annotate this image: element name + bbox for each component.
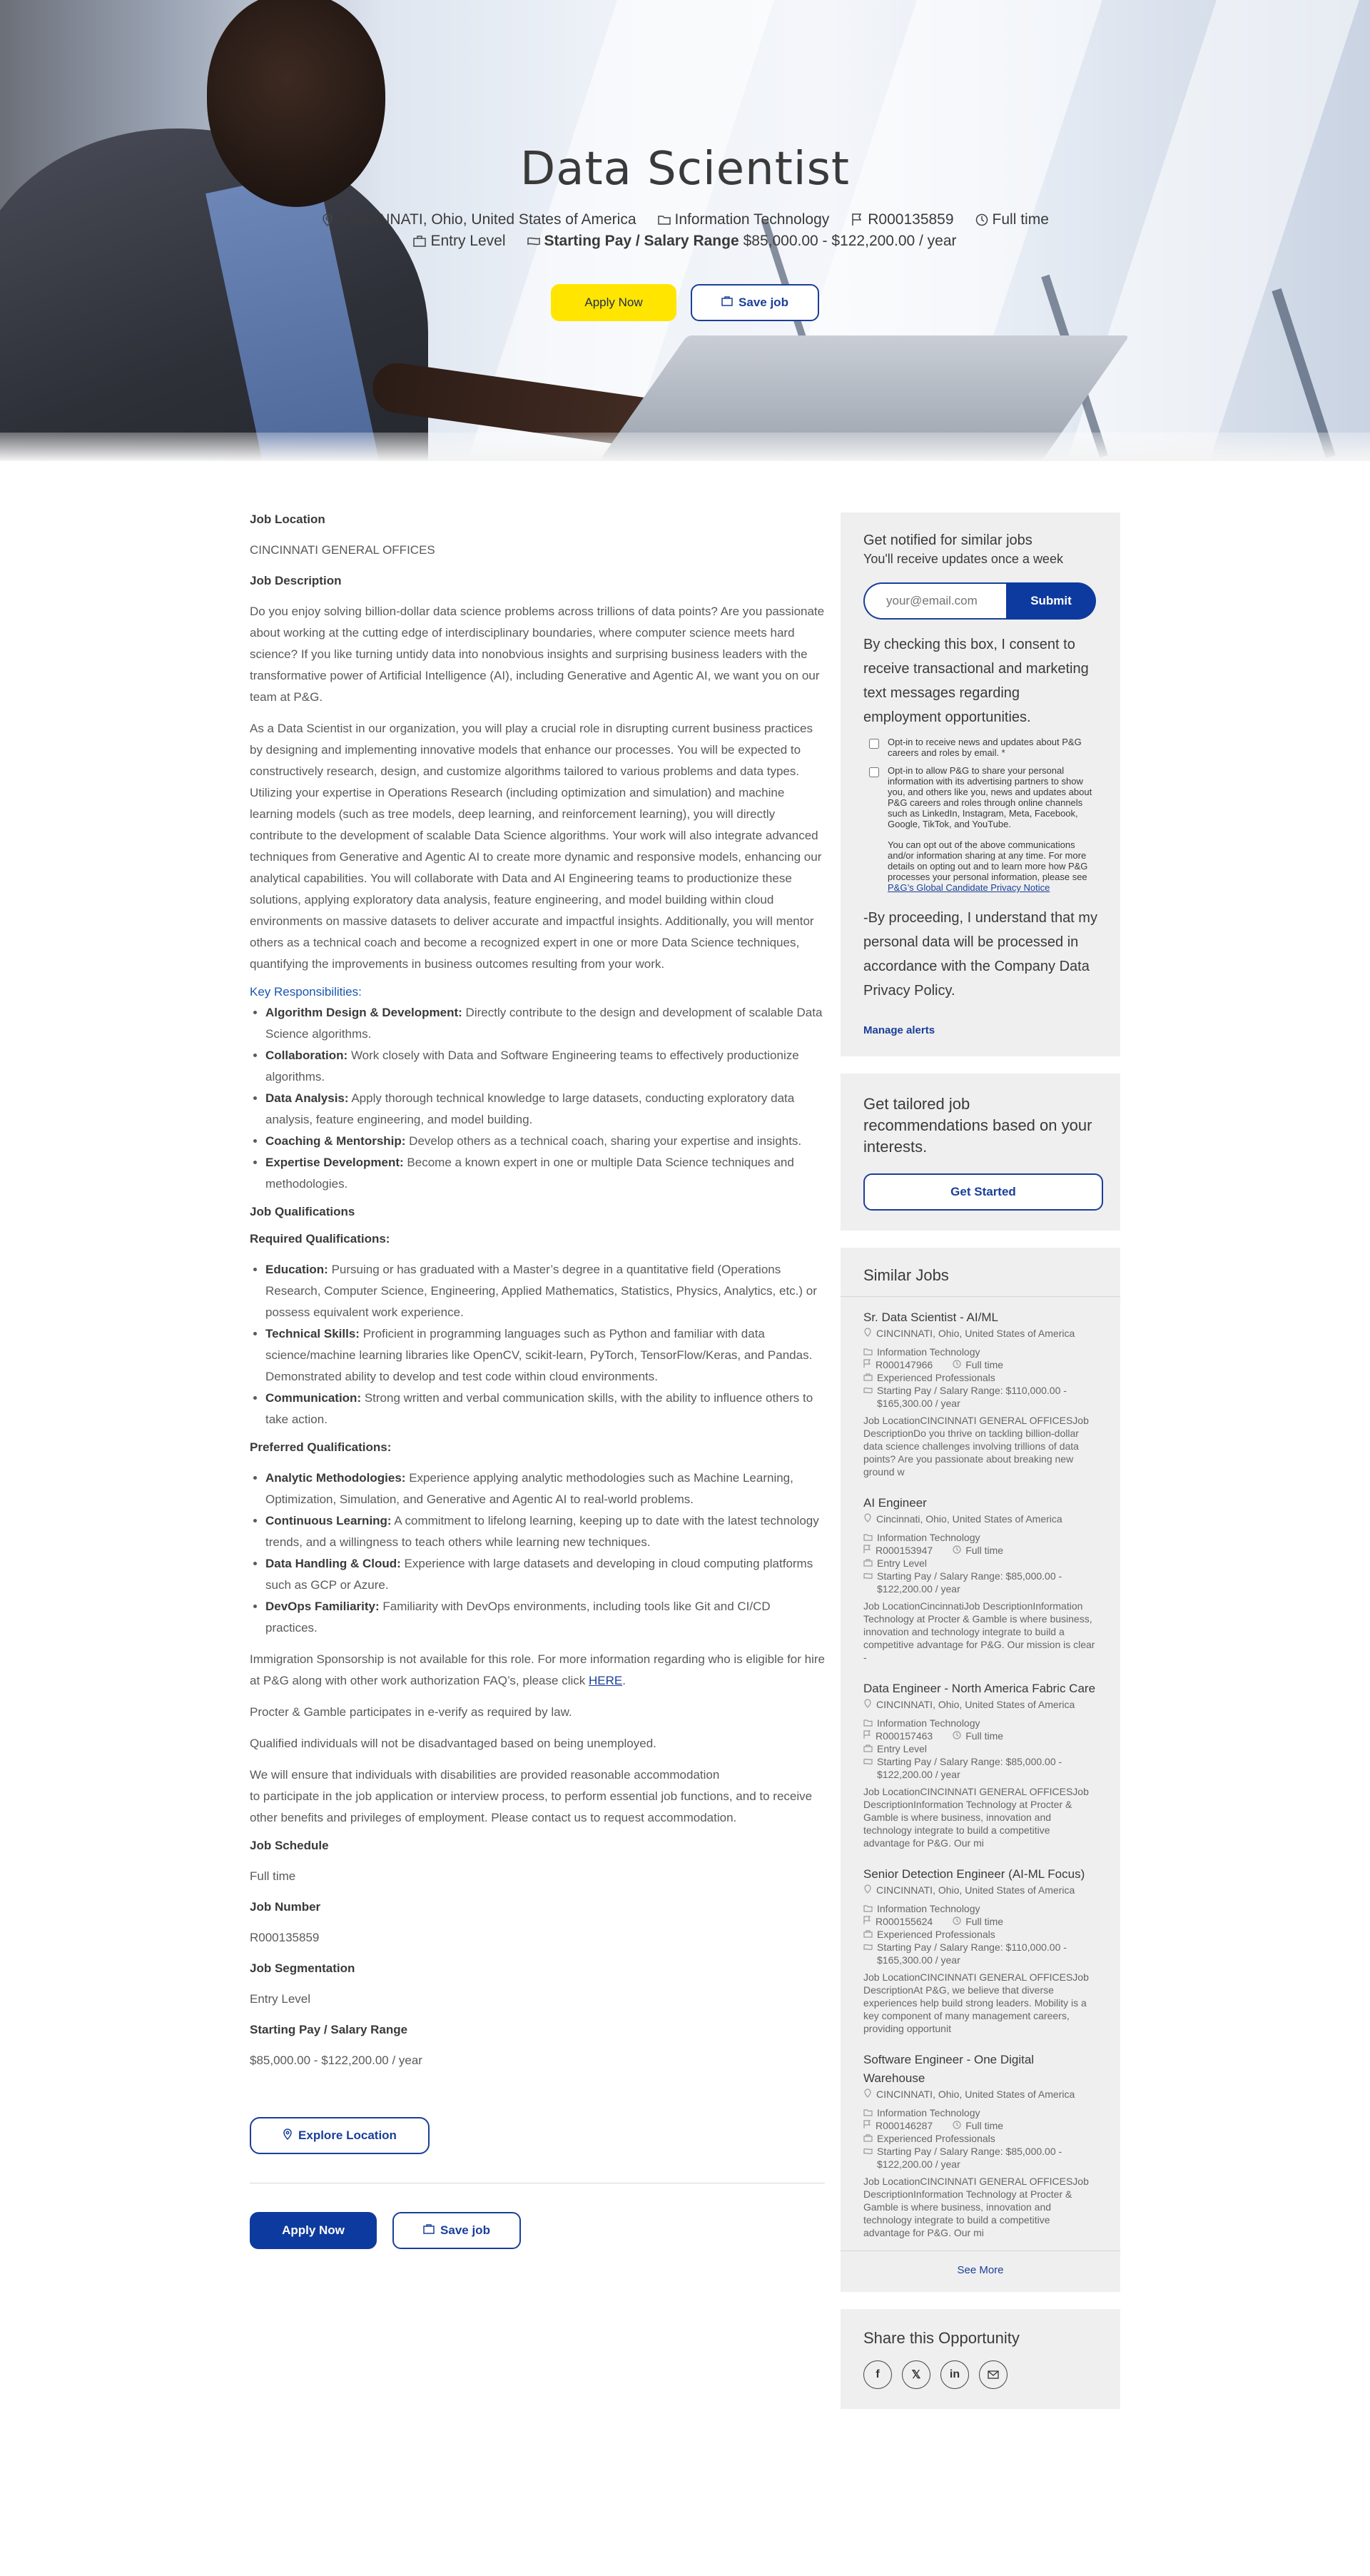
job-alert-panel	[841, 512, 1120, 1056]
email-optin-checkbox[interactable]	[869, 739, 879, 749]
similar-job-location: Cincinnati, Ohio, United States of America	[876, 1513, 1062, 1525]
list-item-text: Develop others as a technical coach, sharing your expertise and insights.	[405, 1134, 802, 1148]
similar-job-schedule: Full time	[965, 2120, 1004, 2131]
similar-job-req: R000146287	[876, 2120, 933, 2131]
pay-value: $85,000.00 - $122,200.00 / year	[743, 233, 957, 249]
briefcase-icon	[863, 1371, 873, 1384]
location-pin-icon	[863, 1698, 872, 1711]
share-title: Share this Opportunity	[863, 2329, 1020, 2347]
list-item-title: Education:	[265, 1263, 328, 1276]
job-location	[321, 211, 636, 228]
sidebar	[841, 512, 1120, 2426]
list-item-title: Data Analysis:	[265, 1091, 349, 1105]
clock-icon	[953, 1729, 961, 1742]
everify-notice: Procter & Gamble participates in e-verify as required by law.	[250, 1705, 572, 1719]
similar-job-req: R000147966	[876, 1359, 933, 1370]
job-category	[658, 211, 830, 228]
proceed-text: -By proceeding, I understand that my personal data will be processed in accordance with the Company Data Privacy Policy.	[863, 910, 1097, 999]
money-icon	[863, 1384, 873, 1410]
similar-jobs-panel	[841, 1248, 1120, 2292]
schedule-value: Full time	[250, 1869, 296, 1883]
similar-job-category: Information Technology	[877, 2107, 980, 2118]
apply-now-button[interactable]: Apply Now	[551, 284, 676, 321]
responsibilities-list	[265, 1002, 825, 1195]
similar-job-pay: Starting Pay / Salary Range: $110,000.00 - $165,300.00 / year	[877, 1941, 1067, 1966]
similar-job-location: CINCINNATI, Ohio, United States of America	[876, 2088, 1075, 2100]
similar-job-card[interactable]	[841, 1668, 1120, 1854]
flag-icon	[863, 1915, 871, 1928]
similar-job-card[interactable]	[841, 1483, 1120, 1668]
unemployed-notice: Qualified individuals will not be disadvantaged based on being unemployed.	[250, 1737, 656, 1750]
list-item-title: Expertise Development:	[265, 1156, 404, 1169]
email-optin[interactable]	[869, 737, 1097, 758]
immigration-notice: Immigration Sponsorship is not available for this role. For more information regarding who is eligible for hire at P&G along with other work authorization FAQ’s, please click HERE.	[250, 1652, 825, 1687]
briefcase-icon	[863, 1557, 873, 1570]
similar-job-level: Experienced Professionals	[877, 2133, 995, 2144]
list-item-title: Algorithm Design & Development:	[265, 1006, 462, 1019]
optout-text	[888, 839, 1097, 893]
location-pin-icon	[863, 1327, 872, 1340]
segmentation-value: Entry Level	[250, 1992, 311, 2006]
folder-icon	[658, 213, 671, 226]
list-item	[265, 1088, 825, 1131]
pay-label: Starting Pay / Salary Range	[544, 233, 739, 249]
tailored-panel	[841, 1074, 1120, 1231]
job-description-heading: Job Description	[250, 574, 342, 587]
flag-icon	[863, 1358, 871, 1371]
notify-title: Get notified for similar jobs	[863, 532, 1032, 548]
job-schedule	[975, 211, 1049, 228]
list-item-text: Become a known expert in one or multiple Data Science techniques and methodologies.	[265, 1156, 794, 1191]
list-item-title: Coaching & Mentorship:	[265, 1134, 406, 1148]
similar-jobs-list	[841, 1297, 1120, 2243]
immigration-link[interactable]: HERE	[588, 1674, 623, 1687]
job-level	[413, 233, 505, 250]
location-text: CINCINNATI, Ohio, United States of America	[338, 211, 636, 228]
list-item-title: Continuous Learning:	[265, 1514, 392, 1527]
list-item	[265, 1131, 825, 1152]
req-id-text: R000135859	[868, 211, 954, 228]
money-icon	[863, 1755, 873, 1781]
x-icon[interactable]: 𝕏	[902, 2360, 930, 2389]
pay-value: $85,000.00 - $122,200.00 / year	[250, 2054, 422, 2067]
list-item-text: Experience applying analytic methodologies such as Machine Learning, Optimization, Simulation, and Generative and Agentic AI to real-world problems.	[265, 1471, 793, 1506]
similar-job-card[interactable]	[841, 1297, 1120, 1483]
location-pin-icon	[863, 2088, 872, 2101]
briefcase-icon	[721, 296, 733, 310]
list-item	[265, 1045, 825, 1088]
similar-job-description: Job LocationCINCINNATI GENERAL OFFICESJob DescriptionInformation Technology at Procter & Gamble is where business, innovation and technology integrate to build a competitive advantage for P&G. Our mi	[863, 1786, 1089, 1849]
list-item-text: Work closely with Data and Software Engineering teams to effectively productionize algorithms.	[265, 1049, 799, 1084]
save-job-label: Save job	[739, 296, 788, 309]
money-icon	[863, 1570, 873, 1595]
similar-jobs-title: Similar Jobs	[841, 1248, 1120, 1297]
similar-job-level: Entry Level	[877, 1557, 928, 1569]
job-location-heading: Job Location	[250, 512, 325, 526]
list-item-title: Data Handling & Cloud:	[265, 1557, 401, 1570]
required-qualifications-list	[265, 1259, 825, 1430]
list-item	[265, 1388, 825, 1430]
list-item-text: Apply thorough technical knowledge to large datasets, conducting exploratory data analysis, feature engineering, and model building.	[265, 1091, 795, 1126]
briefcase-icon	[863, 1742, 873, 1755]
accommodation-line-2: to participate in the job application or interview process, to perform essential job functions, and to receive other benefits and privileges of employment. Please contact us to request accommodation.	[250, 1789, 813, 1824]
list-item	[265, 1596, 825, 1639]
qualifications-heading: Job Qualifications	[250, 1205, 355, 1218]
similar-job-schedule: Full time	[965, 1545, 1004, 1556]
category-text: Information Technology	[674, 211, 830, 228]
facebook-icon[interactable]: f	[863, 2360, 892, 2389]
manage-alerts-link[interactable]: Manage alerts	[863, 1024, 935, 1036]
save-job-button[interactable]	[691, 284, 819, 321]
similar-job-pay: Starting Pay / Salary Range: $85,000.00 - $122,200.00 / year	[877, 1570, 1062, 1595]
similar-job-schedule: Full time	[965, 1730, 1004, 1742]
location-pin-icon	[863, 1884, 872, 1896]
briefcase-icon	[423, 2223, 435, 2238]
list-item-title: DevOps Familiarity:	[265, 1600, 380, 1613]
briefcase-icon	[413, 235, 426, 248]
ad-partner-optin-checkbox[interactable]	[869, 767, 879, 777]
job-number-heading: Job Number	[250, 1900, 321, 1914]
ad-partner-optin[interactable]	[869, 765, 1097, 829]
list-item-text: Pursuing or has graduated with a Master’s degree in a quantitative field (Operations Research, Computer Science, Engineering, Applied Mathematics, Statistics, Physics, Analytics, etc.) or possess equivalent work experience.	[265, 1263, 817, 1319]
flag-icon	[851, 213, 863, 226]
similar-job-category: Information Technology	[877, 1532, 980, 1543]
folder-icon	[863, 2106, 873, 2119]
schedule-heading: Job Schedule	[250, 1839, 329, 1852]
clock-icon	[953, 1358, 961, 1371]
see-more-link[interactable]: See More	[841, 2251, 1120, 2292]
money-icon	[527, 235, 540, 248]
similar-job-pay: Starting Pay / Salary Range: $85,000.00 - $122,200.00 / year	[877, 1756, 1062, 1780]
list-item	[265, 1152, 825, 1195]
clock-icon	[953, 1915, 961, 1928]
similar-job-card[interactable]	[841, 2039, 1120, 2243]
clock-icon	[953, 2119, 961, 2132]
similar-job-level: Experienced Professionals	[877, 1929, 995, 1940]
required-qualifications-heading: Required Qualifications:	[250, 1232, 390, 1246]
responsibilities-heading: Key Responsibilities:	[250, 985, 362, 999]
similar-job-category: Information Technology	[877, 1903, 980, 1914]
location-pin-icon	[321, 213, 334, 226]
optout-body: You can opt out of the above communications and/or information sharing at any time. For more details on opting out and to learn more how P&G processes your personal information, please see	[888, 839, 1088, 882]
get-started-button[interactable]: Get Started	[863, 1173, 1103, 1211]
similar-job-description: Job LocationCINCINNATI GENERAL OFFICESJob DescriptionAt P&G, we believe that diverse experiences help build strong leaders. Mobility is a key component of many management careers, providing opportunit	[863, 1971, 1089, 2034]
job-intro-paragraph: Do you enjoy solving billion-dollar data science problems across trillions of data points? Are you passionate about working at the cutting edge of interdisciplinary boundaries, where computer science meets hard science? If you like turning untidy data into nonobvious insights and surprising business leaders with the transformative power of Artificial Intelligence (AI), including Generative and Agentic AI, we want you on our team at P&G.	[250, 605, 825, 704]
similar-job-schedule: Full time	[965, 1916, 1004, 1927]
similar-job-pay: Starting Pay / Salary Range: $85,000.00 - $122,200.00 / year	[877, 2146, 1062, 2170]
similar-job-level: Experienced Professionals	[877, 1372, 995, 1383]
similar-job-description: Job LocationCincinnatiJob DescriptionInformation Technology at Procter & Gamble is where business, innovation and technology integrate to build a competitive advantage for P&G. Our mission is clear -	[863, 1600, 1095, 1663]
segmentation-heading: Job Segmentation	[250, 1961, 355, 1975]
similar-job-title[interactable]: Senior Detection Engineer (AI-ML Focus)	[863, 1867, 1085, 1881]
similar-job-location: CINCINNATI, Ohio, United States of America	[876, 1884, 1075, 1896]
list-item	[265, 1468, 825, 1510]
similar-job-title[interactable]: Software Engineer - One Digital Warehouse	[863, 2053, 1035, 2085]
list-item-title: Collaboration:	[265, 1049, 348, 1062]
similar-job-title[interactable]: Data Engineer - North America Fabric Care	[863, 1682, 1096, 1695]
job-title: Data Scientist	[520, 143, 850, 196]
briefcase-icon	[863, 2132, 873, 2145]
list-item	[265, 1323, 825, 1388]
money-icon	[863, 2145, 873, 2171]
similar-job-level: Entry Level	[877, 1743, 928, 1754]
folder-icon	[863, 1531, 873, 1544]
list-item-text: Directly contribute to the design and development of scalable Data Science algorithms.	[265, 1006, 823, 1041]
accommodation-line-1: We will ensure that individuals with disabilities are provided reasonable accommodation	[250, 1768, 720, 1782]
flag-icon	[863, 1544, 871, 1557]
email-field[interactable]	[863, 582, 1006, 620]
preferred-qualifications-list	[265, 1468, 825, 1639]
email-icon[interactable]	[979, 2360, 1008, 2389]
sms-consent-text: By checking this box, I consent to receive transactional and marketing text messages regarding employment opportunities.	[863, 637, 1089, 725]
list-item-title: Technical Skills:	[265, 1327, 360, 1340]
briefcase-icon	[863, 1928, 873, 1941]
similar-job-req: R000155624	[876, 1916, 933, 1927]
similar-job-req: R000153947	[876, 1545, 933, 1556]
folder-icon	[863, 1717, 873, 1729]
similar-job-description: Job LocationCINCINNATI GENERAL OFFICESJob DescriptionInformation Technology at Procter & Gamble is where business, innovation and technology integrate to build a competitive advantage for P&G. Our mi	[863, 2176, 1089, 2238]
job-role-paragraph: As a Data Scientist in our organization, you will play a crucial role in disrupting current business practices by designing and implementing innovative models that enhance our processes. You will be expected to constructively research, design, and customize algorithms tailored to various problems and data types. Utilizing your expertise in Operations Research (including optimization and simulation) and machine learning models (such as tree models, deep learning, and reinforcement learning), you will directly contribute to the development of scalable Data Science algorithms. Your work will also integrate advanced techniques from Generative and Agentic AI to create more dynamic and responsive models, enhancing our analytical capabilities. You will collaborate with Data and AI Engineering teams to productionize these solutions, applying exploratory data analysis, feature engineering, and model building within cloud environments on massive datasets to deliver accurate and impactful insights. Additionally, you will mentor others as a technical coach and become a recognized expert in one or more Data Science techniques, quantifying the improvements in business outcomes resulting from your work.	[250, 722, 822, 971]
location-pin-icon	[863, 1512, 872, 1525]
preferred-qualifications-heading: Preferred Qualifications:	[250, 1440, 392, 1454]
money-icon	[863, 1941, 873, 1966]
list-item-text: Proficient in programming languages such as Python and familiar with data science/machine learning libraries like OpenCV, scikit-learn, PyTorch, TensorFlow/Keras, and Pandas. Demonstrated ability to develop and test code within cloud environments.	[265, 1327, 813, 1383]
explore-location-label: Explore Location	[298, 2128, 397, 2142]
submit-button[interactable]: Submit	[1006, 582, 1096, 620]
save-job-label: Save job	[440, 2223, 490, 2237]
list-item-text: Experience with large datasets and developing in cloud computing platforms such as GCP or Azure.	[265, 1557, 813, 1592]
similar-job-pay: Starting Pay / Salary Range: $110,000.00 - $165,300.00 / year	[877, 1385, 1067, 1409]
location-pin-icon	[283, 2128, 293, 2143]
job-description-column	[250, 512, 825, 2249]
explore-location-button[interactable]	[250, 2117, 430, 2154]
accommodation-notice	[250, 1764, 825, 1829]
list-item	[265, 1259, 825, 1323]
job-location-value: CINCINNATI GENERAL OFFICES	[250, 543, 435, 557]
similar-job-schedule: Full time	[965, 1359, 1004, 1370]
list-item-text: Familiarity with DevOps environments, including tools like Git and CI/CD practices.	[265, 1600, 771, 1635]
list-item	[265, 1553, 825, 1596]
similar-job-title[interactable]: AI Engineer	[863, 1496, 927, 1510]
similar-job-title[interactable]: Sr. Data Scientist - AI/ML	[863, 1310, 998, 1324]
level-text: Entry Level	[430, 233, 506, 249]
list-item-text: Strong written and verbal communication skills, with the ability to influence others to take action.	[265, 1391, 813, 1426]
ad-partner-optin-label: Opt-in to allow P&G to share your personal information with its advertising partners to show you, and others like you, news and updates about P&G careers and roles through online channels such as LinkedIn, Instagram, Meta, Facebook, Google, TikTok, and YouTube.	[888, 765, 1092, 829]
save-job-bottom-button[interactable]	[392, 2212, 521, 2249]
job-number-value: R000135859	[250, 1931, 320, 1944]
similar-job-card[interactable]	[841, 1854, 1120, 2039]
notify-subtitle: You'll receive updates once a week	[863, 552, 1063, 566]
apply-now-bottom-button[interactable]: Apply Now	[250, 2212, 377, 2249]
flag-icon	[863, 2119, 871, 2132]
folder-icon	[863, 1902, 873, 1915]
schedule-text: Full time	[992, 211, 1049, 228]
tailored-title: Get tailored job recommendations based on your interests.	[863, 1095, 1092, 1156]
job-req-id	[851, 211, 953, 228]
linkedin-icon[interactable]: in	[940, 2360, 969, 2389]
immigration-text: Immigration Sponsorship is not available for this role. For more information regarding who is eligible for hire at P&G along with other work authorization FAQ’s, please click	[250, 1652, 825, 1687]
share-panel	[841, 2309, 1120, 2409]
list-item	[265, 1002, 825, 1045]
similar-job-location: CINCINNATI, Ohio, United States of America	[876, 1699, 1075, 1710]
similar-job-location: CINCINNATI, Ohio, United States of America	[876, 1328, 1075, 1339]
similar-job-category: Information Technology	[877, 1346, 980, 1358]
job-pay	[527, 233, 957, 250]
list-item-title: Analytic Methodologies:	[265, 1471, 406, 1485]
flag-icon	[863, 1729, 871, 1742]
list-item-title: Communication:	[265, 1391, 362, 1405]
email-optin-label: Opt-in to receive news and updates about P&G careers and roles by email. *	[888, 737, 1082, 758]
similar-job-category: Information Technology	[877, 1717, 980, 1729]
list-item	[265, 1510, 825, 1553]
hero-banner	[0, 0, 1370, 461]
privacy-notice-link[interactable]: P&G’s Global Candidate Privacy Notice	[888, 882, 1050, 893]
similar-job-req: R000157463	[876, 1730, 933, 1742]
pay-heading: Starting Pay / Salary Range	[250, 2023, 408, 2036]
folder-icon	[863, 1345, 873, 1358]
list-item-text: A commitment to lifelong learning, keeping up to date with the latest technology trends, and a willingness to teach others while learning new techniques.	[265, 1514, 819, 1549]
clock-icon	[975, 213, 988, 226]
clock-icon	[953, 1544, 961, 1557]
job-details-section	[0, 461, 1370, 2576]
similar-job-description: Job LocationCINCINNATI GENERAL OFFICESJob DescriptionDo you thrive on tackling billion-dollar data science challenges involving trillions of data points? Are you passionate about breaking new ground w	[863, 1415, 1089, 1478]
